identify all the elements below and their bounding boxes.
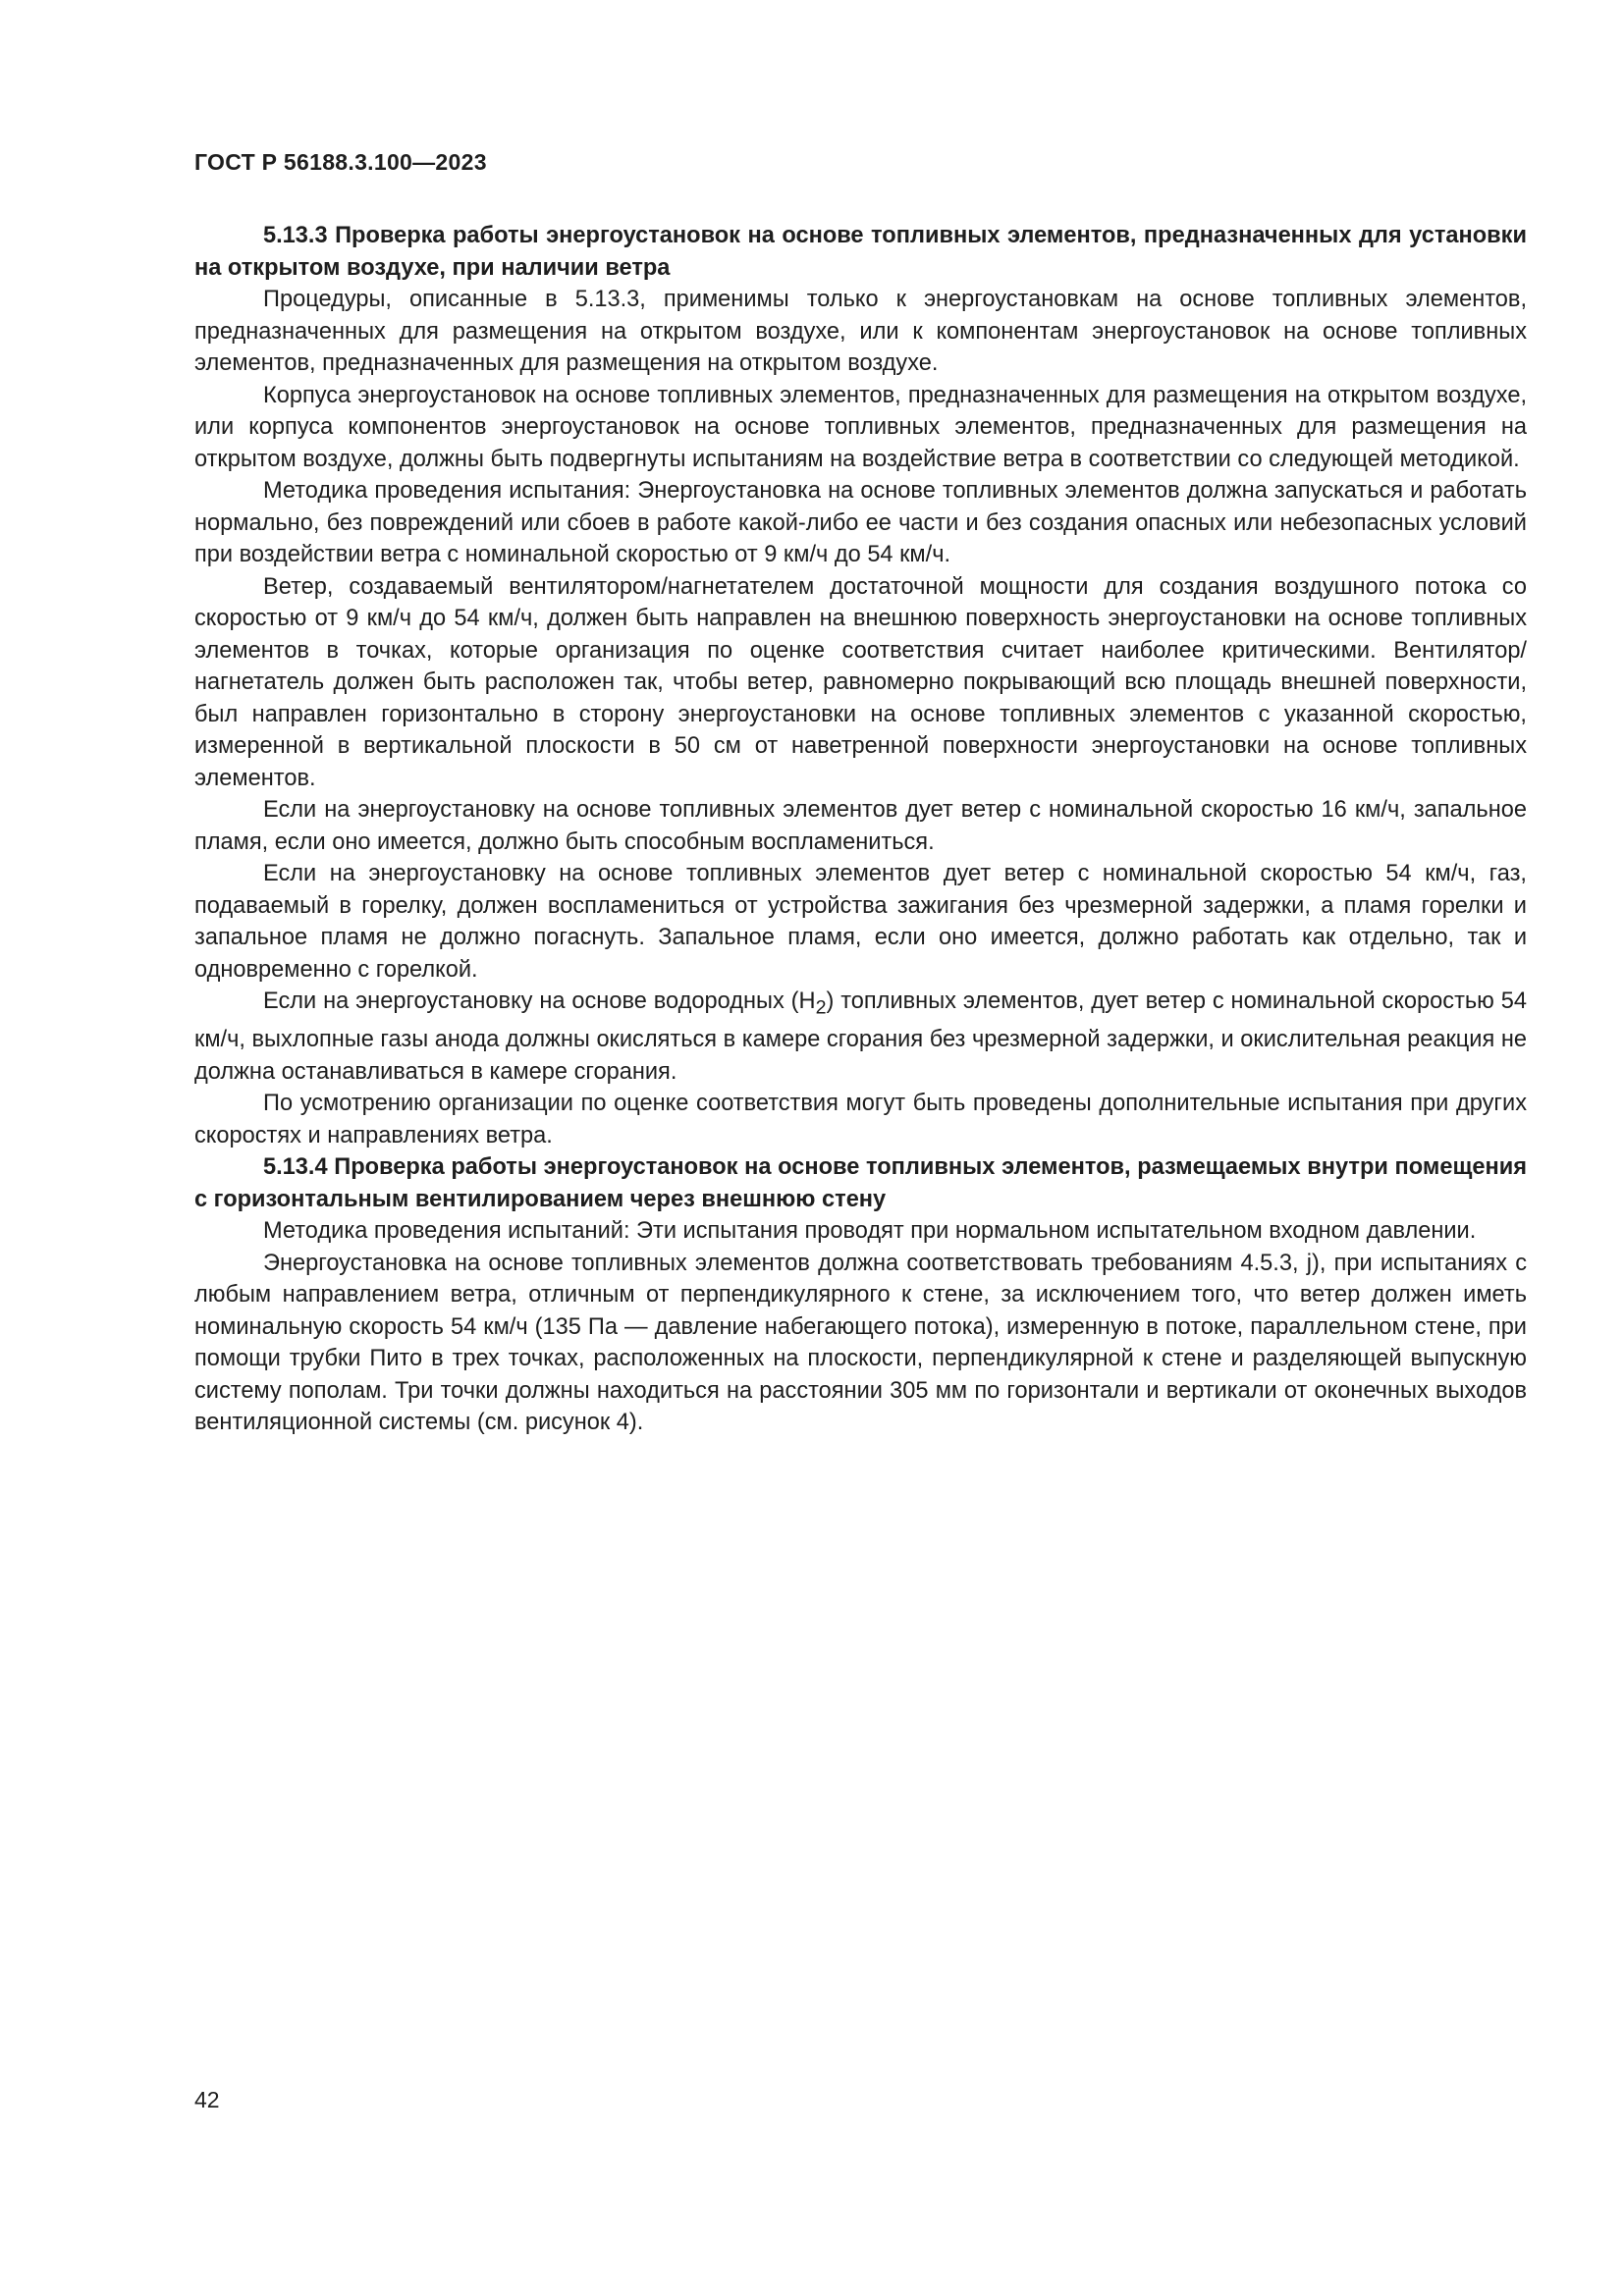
section-5-13-3-heading: 5.13.3 Проверка работы энергоустановок на основе топливных элементов, предназначенных для установки на открытом воздухе, при наличии ветра	[194, 223, 1527, 281]
text-run: Если на энергоустановку на основе водородных (H	[263, 988, 816, 1014]
page-number: 42	[194, 2087, 220, 2112]
paragraph: Методика проведения испытаний: Эти испытания проводят при нормальном испытательном входном давлении.	[263, 1218, 1477, 1245]
paragraph-hydrogen	[194, 986, 1527, 1088]
paragraph: Энергоустановка на основе топливных элементов должна соответствовать требованиям 4.5.3, j), при испытаниях с любым направлением ветра, отличным от перпендикулярного к стене, за исключением того, что ветер должен иметь номинальную скорость 54 км/ч (135 Па — давление набегающего потока), измеренную в потоке, параллельном стене, при помощи трубки Пито в трех точках, расположенных на плоскости, перпендикулярной к стене и разделяющей выпускную систему пополам. Три точки должны находиться на расстоянии 305 мм по горизонтали и вертикали от оконечных выходов вентиляционной системы (см. рисунок 4).	[194, 1250, 1527, 1436]
document-code-header: ГОСТ Р 56188.3.100—2023	[194, 149, 487, 175]
paragraph: По усмотрению организации по оценке соответствия могут быть проведены дополнительные испытания при других скоростях и направлениях ветра.	[194, 1091, 1527, 1148]
paragraph: Корпуса энергоустановок на основе топливных элементов, предназначенных для размещения на открытом воздухе, или корпуса компонентов энергоустановок на основе топливных элементов, предназначенных для размещения на открытом воздухе, должны быть подвергнуты испытаниям на воздействие ветра в соответствии со следующей методикой.	[194, 382, 1527, 472]
section-5-13-4-heading: 5.13.4 Проверка работы энергоустановок на основе топливных элементов, размещаемых внутри помещения с горизонтальным вентилированием через внешнюю стену	[194, 1154, 1527, 1212]
paragraph: Ветер, создаваемый вентилятором/нагнетателем достаточной мощности для создания воздушного потока со скоростью от 9 км/ч до 54 км/ч, должен быть направлен на внешнюю поверхность энергоустановки на основе топливных элементов в точках, которые организация по оценке соответствия считает наиболее критическими. Вентилятор/нагнетатель должен быть расположен так, чтобы ветер, равномерно покрывающий всю площадь внешней поверхности, был направлен горизонтально в сторону энергоустановки на основе топливных элементов с указанной скоростью, измеренной в вертикальной плоскости в 50 см от наветренной поверхности энергоустановки на основе топливных элементов.	[194, 573, 1527, 791]
paragraph: Если на энергоустановку на основе топливных элементов дует ветер с номинальной скоростью 16 км/ч, запальное пламя, если оно имеется, должно быть способным воспламениться.	[194, 797, 1527, 855]
paragraph: Методика проведения испытания: Энергоустановка на основе топливных элементов должна запускаться и работать нормально, без повреждений или сбоев в работе какой-либо ее части и без создания опасных или небезопасных условий при воздействии ветра с номинальной скоростью от 9 км/ч до 54 км/ч.	[194, 478, 1527, 567]
subscript: 2	[815, 996, 827, 1019]
text-run: ) топливных элементов, дует ветер с номинальной скоростью 54 км/ч, выхлопные газы анода должны окисляться в камере сгорания без чрезмерной задержки, и окислительная реакция не должна останавливаться в камере сгорания.	[194, 988, 1528, 1085]
document-body	[194, 220, 1527, 1439]
paragraph: Если на энергоустановку на основе топливных элементов дует ветер с номинальной скоростью 54 км/ч, газ, подаваемый в горелку, должен воспламениться от устройства зажигания без чрезмерной задержки, а пламя горелки и запальное пламя не должно погаснуть. Запальное пламя, если оно имеется, должно работать как отдельно, так и одновременно с горелкой.	[194, 861, 1527, 983]
paragraph: Процедуры, описанные в 5.13.3, применимы только к энергоустановкам на основе топливных элементов, предназначенных для размещения на открытом воздухе, или к компонентам энергоустановок на основе топливных элементов, предназначенных для размещения на открытом воздухе.	[194, 287, 1527, 376]
